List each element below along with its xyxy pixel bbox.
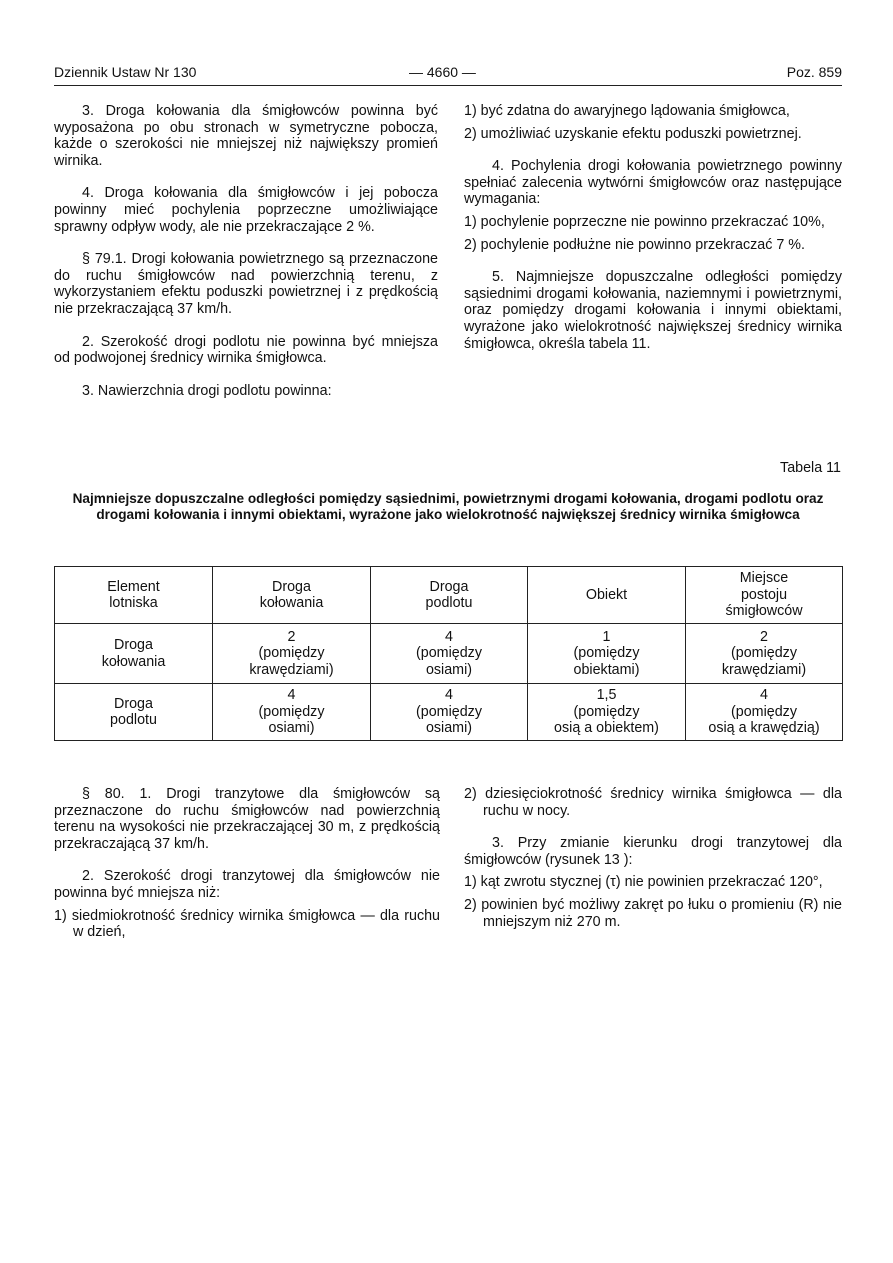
table-label: Tabela 11 [780, 460, 841, 476]
table-cell: 2 (pomiędzy krawędziami) [213, 624, 371, 684]
table-cell: 4 (pomiędzy osiami) [213, 684, 371, 741]
table-header-cell: Droga kołowania [213, 567, 371, 624]
bottom-right-column [464, 786, 842, 936]
header-rule [54, 85, 842, 86]
list-item: 1) być zdatna do awaryjnego lądowania śmigłowca, [464, 103, 790, 119]
top-left-column [54, 103, 438, 415]
table-cell: 1,5 (pomiędzy osią a obiektem) [528, 684, 686, 741]
paragraph: 3. Nawierzchnia drogi podlotu powinna: [82, 382, 332, 399]
paragraph: 2. Szerokość drogi podlotu nie powinna być mniejsza od podwojonej średnicy wirnika śmigłowca. [54, 333, 438, 367]
bottom-left-column [54, 786, 440, 947]
paragraph: 2. Szerokość drogi tranzytowej dla śmigłowców nie powinna być mniejsza niż: [54, 868, 440, 901]
table-cell: Droga podlotu [55, 684, 213, 741]
page-header [54, 64, 842, 84]
distance-table [54, 566, 843, 741]
table-cell: 1 (pomiędzy obiektami) [528, 624, 686, 684]
table-row [55, 684, 843, 741]
top-right-column [464, 103, 842, 368]
page-number: — 4660 — [409, 64, 476, 80]
paragraph: 4. Pochylenia drogi kołowania powietrznego powinny spełniać zalecenia wytwórni śmigłowców oraz następujące wymagania: [464, 158, 842, 208]
paragraph: 4. Droga kołowania dla śmigłowców i jej pobocza powinny mieć pochylenia poprzeczne umożliwiające sprawny odpływ wody, ale nie przekraczające 2 %. [54, 185, 438, 235]
table-row [55, 624, 843, 684]
table-cell: 4 (pomiędzy osią a krawędzią) [686, 684, 843, 741]
position-number: Poz. 859 [786, 64, 842, 80]
list-item: 1) pochylenie poprzeczne nie powinno przekraczać 10%, [464, 213, 825, 230]
list-item: 2) powinien być możliwy zakręt po łuku o promieniu (R) nie mniejszym niż 270 m. [464, 896, 842, 930]
list-item: 1) siedmiokrotność średnicy wirnika śmigłowca — dla ruchu w dzień, [54, 907, 440, 941]
paragraph: 5. Najmniejsze dopuszczalne odległości pomiędzy sąsiednimi drogami kołowania, naziemnymi i powietrznymi, oraz pomiędzy drogami kołowania i innymi obiektami, wyrażone jako wielokrotność największej średnicy wirnika śmigłowca, określa tabela 11. [464, 269, 842, 352]
table-header-row [55, 567, 843, 624]
table-cell: 4 (pomiędzy osiami) [371, 624, 528, 684]
table-title: Najmniejsze dopuszczalne odległości pomiędzy sąsiednimi, powietrznymi drogami kołowania, drogami podlotu oraz drogami kołowania i innymi obiektami, wyrażone jako wielokrotność największej średnicy wirnika śmigłowca [72, 491, 824, 522]
paragraph: 3. Przy zmianie kierunku drogi tranzytowej dla śmigłowców (rysunek 13 ): [464, 835, 842, 868]
list-item: 2) umożliwiać uzyskanie efektu poduszki powietrznej. [464, 125, 802, 142]
paragraph: § 79.1. Drogi kołowania powietrznego są przeznaczone do ruchu śmigłowców nad powierzchnią terenu, z wykorzystaniem efektu poduszki powietrznej i z prędkością nie przekraczającą 37 km/h. [54, 251, 438, 317]
journal-title: Dziennik Ustaw Nr 130 [54, 64, 197, 80]
paragraph: 3. Droga kołowania dla śmigłowców powinna być wyposażona po obu stronach w symetryczne pobocza, każde o szerokości nie mniejszej niż największy promień wirnika. [54, 103, 438, 169]
table-cell: 2 (pomiędzy krawędziami) [686, 624, 843, 684]
list-item: 2) dziesięciokrotność średnicy wirnika śmigłowca — dla ruchu w nocy. [464, 786, 842, 819]
list-item: 1) kąt zwrotu stycznej (τ) nie powinien przekraczać 120°, [464, 874, 823, 891]
table-header-cell: Obiekt [528, 567, 686, 624]
table-header-cell: Miejsce postoju śmigłowców [686, 567, 843, 624]
table-header-cell: Droga podlotu [371, 567, 528, 624]
list-item: 2) pochylenie podłużne nie powinno przekraczać 7 %. [464, 236, 805, 253]
paragraph: § 80. 1. Drogi tranzytowe dla śmigłowców są przeznaczone do ruchu śmigłowców nad powierzchnią terenu na wysokości nie przekraczającej 30 m, z prędkością przekraczającą 37 km/h. [54, 786, 440, 852]
table-header-cell: Element lotniska [55, 567, 213, 624]
table-cell: 4 (pomiędzy osiami) [371, 684, 528, 741]
table-cell: Droga kołowania [55, 624, 213, 684]
